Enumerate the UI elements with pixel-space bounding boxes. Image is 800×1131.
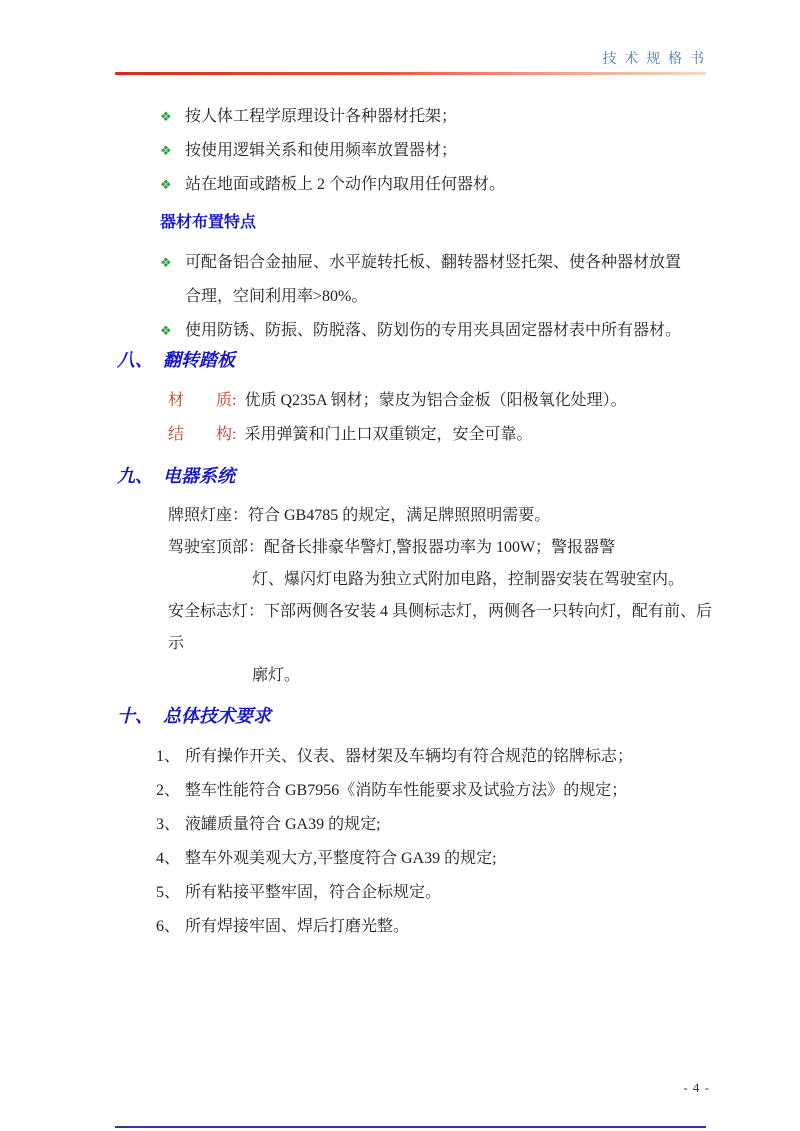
- equipment-layout-bullet-list: [115, 246, 715, 348]
- list-item: [156, 842, 715, 876]
- item-number: 1、: [156, 748, 181, 765]
- diamond-bullet-icon: ❖: [160, 324, 172, 339]
- bullet-text: [185, 254, 681, 305]
- list-item: [156, 740, 715, 774]
- text-line: 安全标志灯：下部两侧各安装 4 具侧标志灯，两侧各一只转向灯，配有前、后示: [168, 603, 713, 652]
- document-body: [115, 100, 715, 944]
- section-number: 八、: [117, 350, 153, 370]
- list-item: [115, 314, 715, 348]
- material-label: 材 质:: [168, 392, 237, 409]
- section-heading-electrical: [117, 464, 715, 488]
- list-item: [156, 808, 715, 842]
- bullet-text-line: 可配备铝合金抽屉、水平旋转托板、翻转器材竖托架、使各种器材放置: [185, 254, 682, 271]
- bullet-text: 站在地面或踏板上 2 个动作内取用任何器材。: [185, 176, 506, 193]
- bullet-text: 使用防锈、防振、防脱落、防划伤的专用夹具固定器材表中所有器材。: [185, 322, 682, 339]
- section-number: 十、: [117, 706, 153, 726]
- item-number: 3、: [156, 816, 181, 833]
- item-text: 所有粘接平整牢固，符合企标规定。: [185, 884, 442, 901]
- list-item: [156, 910, 715, 944]
- page-number: - 4 -: [683, 1080, 710, 1095]
- list-item: [115, 100, 715, 134]
- footer-rule: [115, 1126, 706, 1128]
- section-title: 总体技术要求: [163, 706, 271, 726]
- list-item: [156, 876, 715, 910]
- flip-board-details: [115, 384, 715, 452]
- diamond-bullet-icon: ❖: [160, 110, 172, 125]
- item-text: 液罐质量符合 GA39 的规定;: [185, 816, 381, 833]
- item-text: 整车外观美观大方,平整度符合 GA39 的规定;: [185, 850, 497, 867]
- section-heading-general-requirements: [117, 704, 715, 728]
- subsection-title-equipment-layout: 器材布置特点: [160, 214, 257, 231]
- section-number: 九、: [117, 466, 153, 486]
- text-line: 灯、爆闪灯电路为独立式附加电路，控制器安装在驾驶室内。: [252, 571, 685, 588]
- material-row: [168, 384, 715, 418]
- list-item: [156, 774, 715, 808]
- section-title: 电器系统: [163, 466, 235, 486]
- bullet-text-line: 合理，空间利用率>80%。: [185, 288, 368, 305]
- diamond-bullet-icon: ❖: [160, 144, 172, 159]
- structure-row: [168, 418, 715, 452]
- item-number: 6、: [156, 918, 181, 935]
- section-title: 翻转踏板: [163, 350, 235, 370]
- text-line: 驾驶室顶部：配备长排豪华警灯,警报器功率为 100W；警报器警: [168, 539, 616, 556]
- item-text: 所有操作开关、仪表、器材架及车辆均有符合规范的铭牌标志；: [185, 748, 634, 765]
- diamond-bullet-icon: ❖: [160, 256, 172, 271]
- electrical-details: [115, 500, 715, 692]
- requirements-list: [115, 740, 715, 944]
- page-header: [115, 48, 706, 75]
- material-value: 优质 Q235A 钢材；蒙皮为铝合金板（阳极氧化处理）。: [244, 392, 627, 409]
- structure-label: 结 构:: [168, 426, 237, 443]
- intro-bullet-list: [115, 100, 715, 202]
- item-number: 2、: [156, 782, 181, 799]
- text-line: 廓灯。: [252, 667, 301, 684]
- text-line: 牌照灯座：符合 GB4785 的规定，满足牌照照明需要。: [168, 507, 551, 524]
- item-number: 4、: [156, 850, 181, 867]
- section-heading-flip-board: [117, 348, 715, 372]
- item-text: 所有焊接牢固、焊后打磨光整。: [185, 918, 410, 935]
- list-item: [115, 168, 715, 202]
- list-item: [115, 246, 715, 314]
- diamond-bullet-icon: ❖: [160, 178, 172, 193]
- item-text: 整车性能符合 GB7956《消防车性能要求及试验方法》的规定；: [185, 782, 628, 799]
- item-number: 5、: [156, 884, 181, 901]
- list-item: [115, 134, 715, 168]
- header-title: 技 术 规 格 书: [602, 50, 706, 66]
- structure-value: 采用弹簧和门止口双重锁定，安全可靠。: [244, 426, 533, 443]
- header-rule: [115, 72, 706, 75]
- bullet-text: 按人体工程学原理设计各种器材托架；: [185, 108, 458, 125]
- bullet-text: 按使用逻辑关系和使用频率放置器材；: [185, 142, 458, 159]
